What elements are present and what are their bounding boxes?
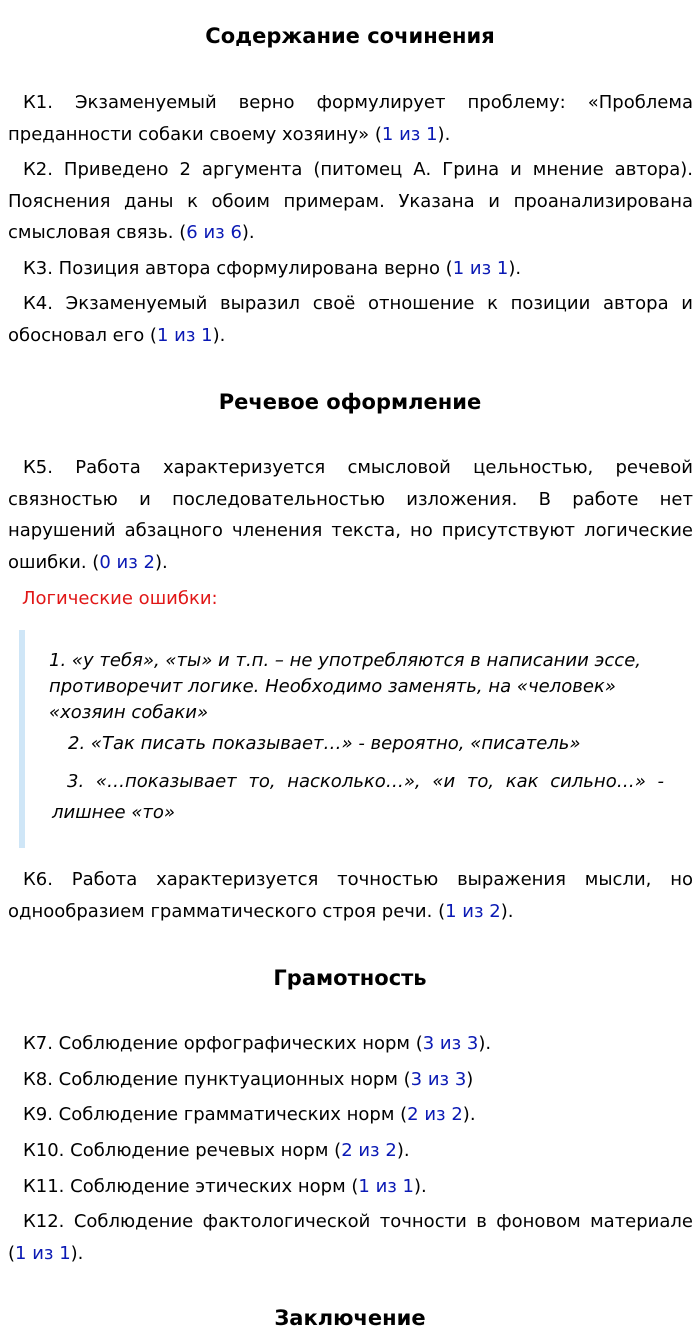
section-title-speech: Речевое оформление: [218, 390, 482, 414]
logic-error-item: 2. «Так писать показывает…» - вероятно, «писатель»: [68, 733, 581, 754]
section-title-conclusion: Заключение: [274, 1306, 426, 1330]
criterion-k2: К2. Приведено 2 аргумента (питомец А. Грина и мнение автора). Пояснения даны к обоим примерам. Указана и проанализирована смысловая связь. (6 из 6).: [8, 159, 693, 243]
criterion-k7: К7. Соблюдение орфографических норм (3 из 3).: [23, 1033, 492, 1054]
criterion-k8: К8. Соблюдение пунктуационных норм (3 из 3): [23, 1069, 474, 1090]
score-k1: 1 из 1: [381, 123, 438, 145]
score-k4: 1 из 1: [156, 324, 213, 346]
score-k5: 0 из 2: [99, 551, 155, 573]
logic-error-item: 3. «…показывает то, насколько…», «и то, как сильно…» - лишнее «то»: [52, 771, 664, 823]
criterion-k10: К10. Соблюдение речевых норм (2 из 2).: [23, 1140, 410, 1161]
criterion-k5: К5. Работа характеризуется смысловой цельностью, речевой связностью и последовательностью изложения. В работе нет нарушений абзацного членения текста, но присутствуют логические ошибки. (0 из 2).: [8, 457, 693, 573]
score-k11: 1 из 1: [358, 1176, 415, 1197]
criterion-k11: К11. Соблюдение этических норм (1 из 1).: [23, 1176, 427, 1197]
score-k6: 1 из 2: [445, 900, 501, 922]
score-k10: 2 из 2: [341, 1140, 397, 1161]
section-title-content: Содержание сочинения: [205, 24, 495, 48]
section-title-literacy: Грамотность: [273, 966, 427, 990]
criterion-k6: К6. Работа характеризуется точностью выражения мысли, но однообразием грамматического строя речи. (1 из 2).: [8, 869, 693, 922]
score-k12: 1 из 1: [15, 1242, 71, 1264]
logic-errors-blockquote: [19, 630, 689, 848]
score-k7: 3 из 3: [422, 1033, 479, 1054]
criterion-k12: К12. Соблюдение фактологической точности в фоновом материале (1 из 1).: [8, 1211, 693, 1264]
logic-error-item: 1. «у тебя», «ты» и т.п. – не употребляются в написании эссе, противоречит логике. Необходимо заменять, на «человек» «хозяин собаки»: [49, 650, 641, 723]
criterion-k1: К1. Экзаменуемый верно формулирует проблему: «Проблема преданности собаки своему хозяину» (1 из 1).: [8, 92, 693, 145]
logic-errors-title: Логические ошибки:: [22, 588, 218, 609]
score-k8: 3 из 3: [410, 1069, 467, 1090]
score-k2: 6 из 6: [186, 222, 242, 243]
score-k9: 2 из 2: [407, 1104, 463, 1125]
criterion-k9: К9. Соблюдение грамматических норм (2 из 2).: [23, 1104, 476, 1125]
score-k3: 1 из 1: [452, 258, 509, 279]
criterion-k4: К4. Экзаменуемый выразил своё отношение к позиции автора и обосновал его (1 из 1).: [8, 293, 693, 346]
criterion-k3: К3. Позиция автора сформулирована верно (1 из 1).: [23, 258, 522, 279]
